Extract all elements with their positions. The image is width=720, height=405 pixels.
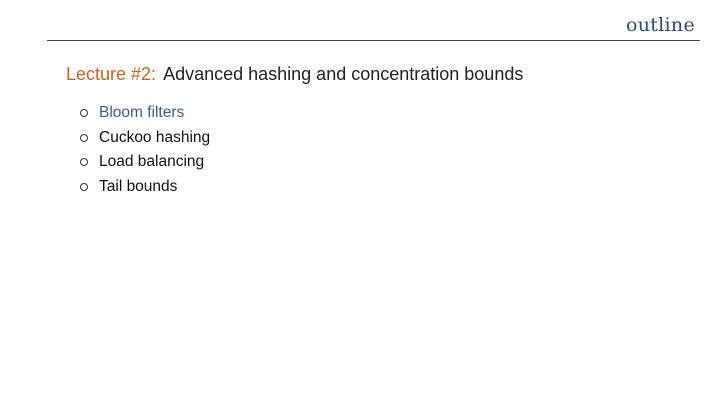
topic-label: Bloom filters [99, 104, 185, 122]
header-divider [47, 40, 700, 41]
topic-list [80, 101, 210, 199]
topic-label: Load balancing [99, 153, 205, 171]
topic-item-load-balancing [80, 150, 210, 175]
lecture-heading [66, 64, 523, 85]
hollow-circle-icon [80, 158, 88, 166]
topic-label: Tail bounds [99, 177, 178, 195]
hollow-circle-icon [80, 134, 88, 142]
slide-section-title: outline [625, 14, 695, 36]
topic-label: Cuckoo hashing [99, 128, 211, 146]
topic-item-cuckoo-hashing [80, 126, 210, 151]
topic-item-tail-bounds [80, 175, 210, 200]
lecture-title: Advanced hashing and concentration bounds [163, 64, 524, 84]
topic-item-bloom-filters [80, 101, 210, 126]
hollow-circle-icon [80, 183, 88, 191]
lecture-number-label: Lecture #2: [66, 64, 157, 84]
hollow-circle-icon [80, 109, 88, 117]
